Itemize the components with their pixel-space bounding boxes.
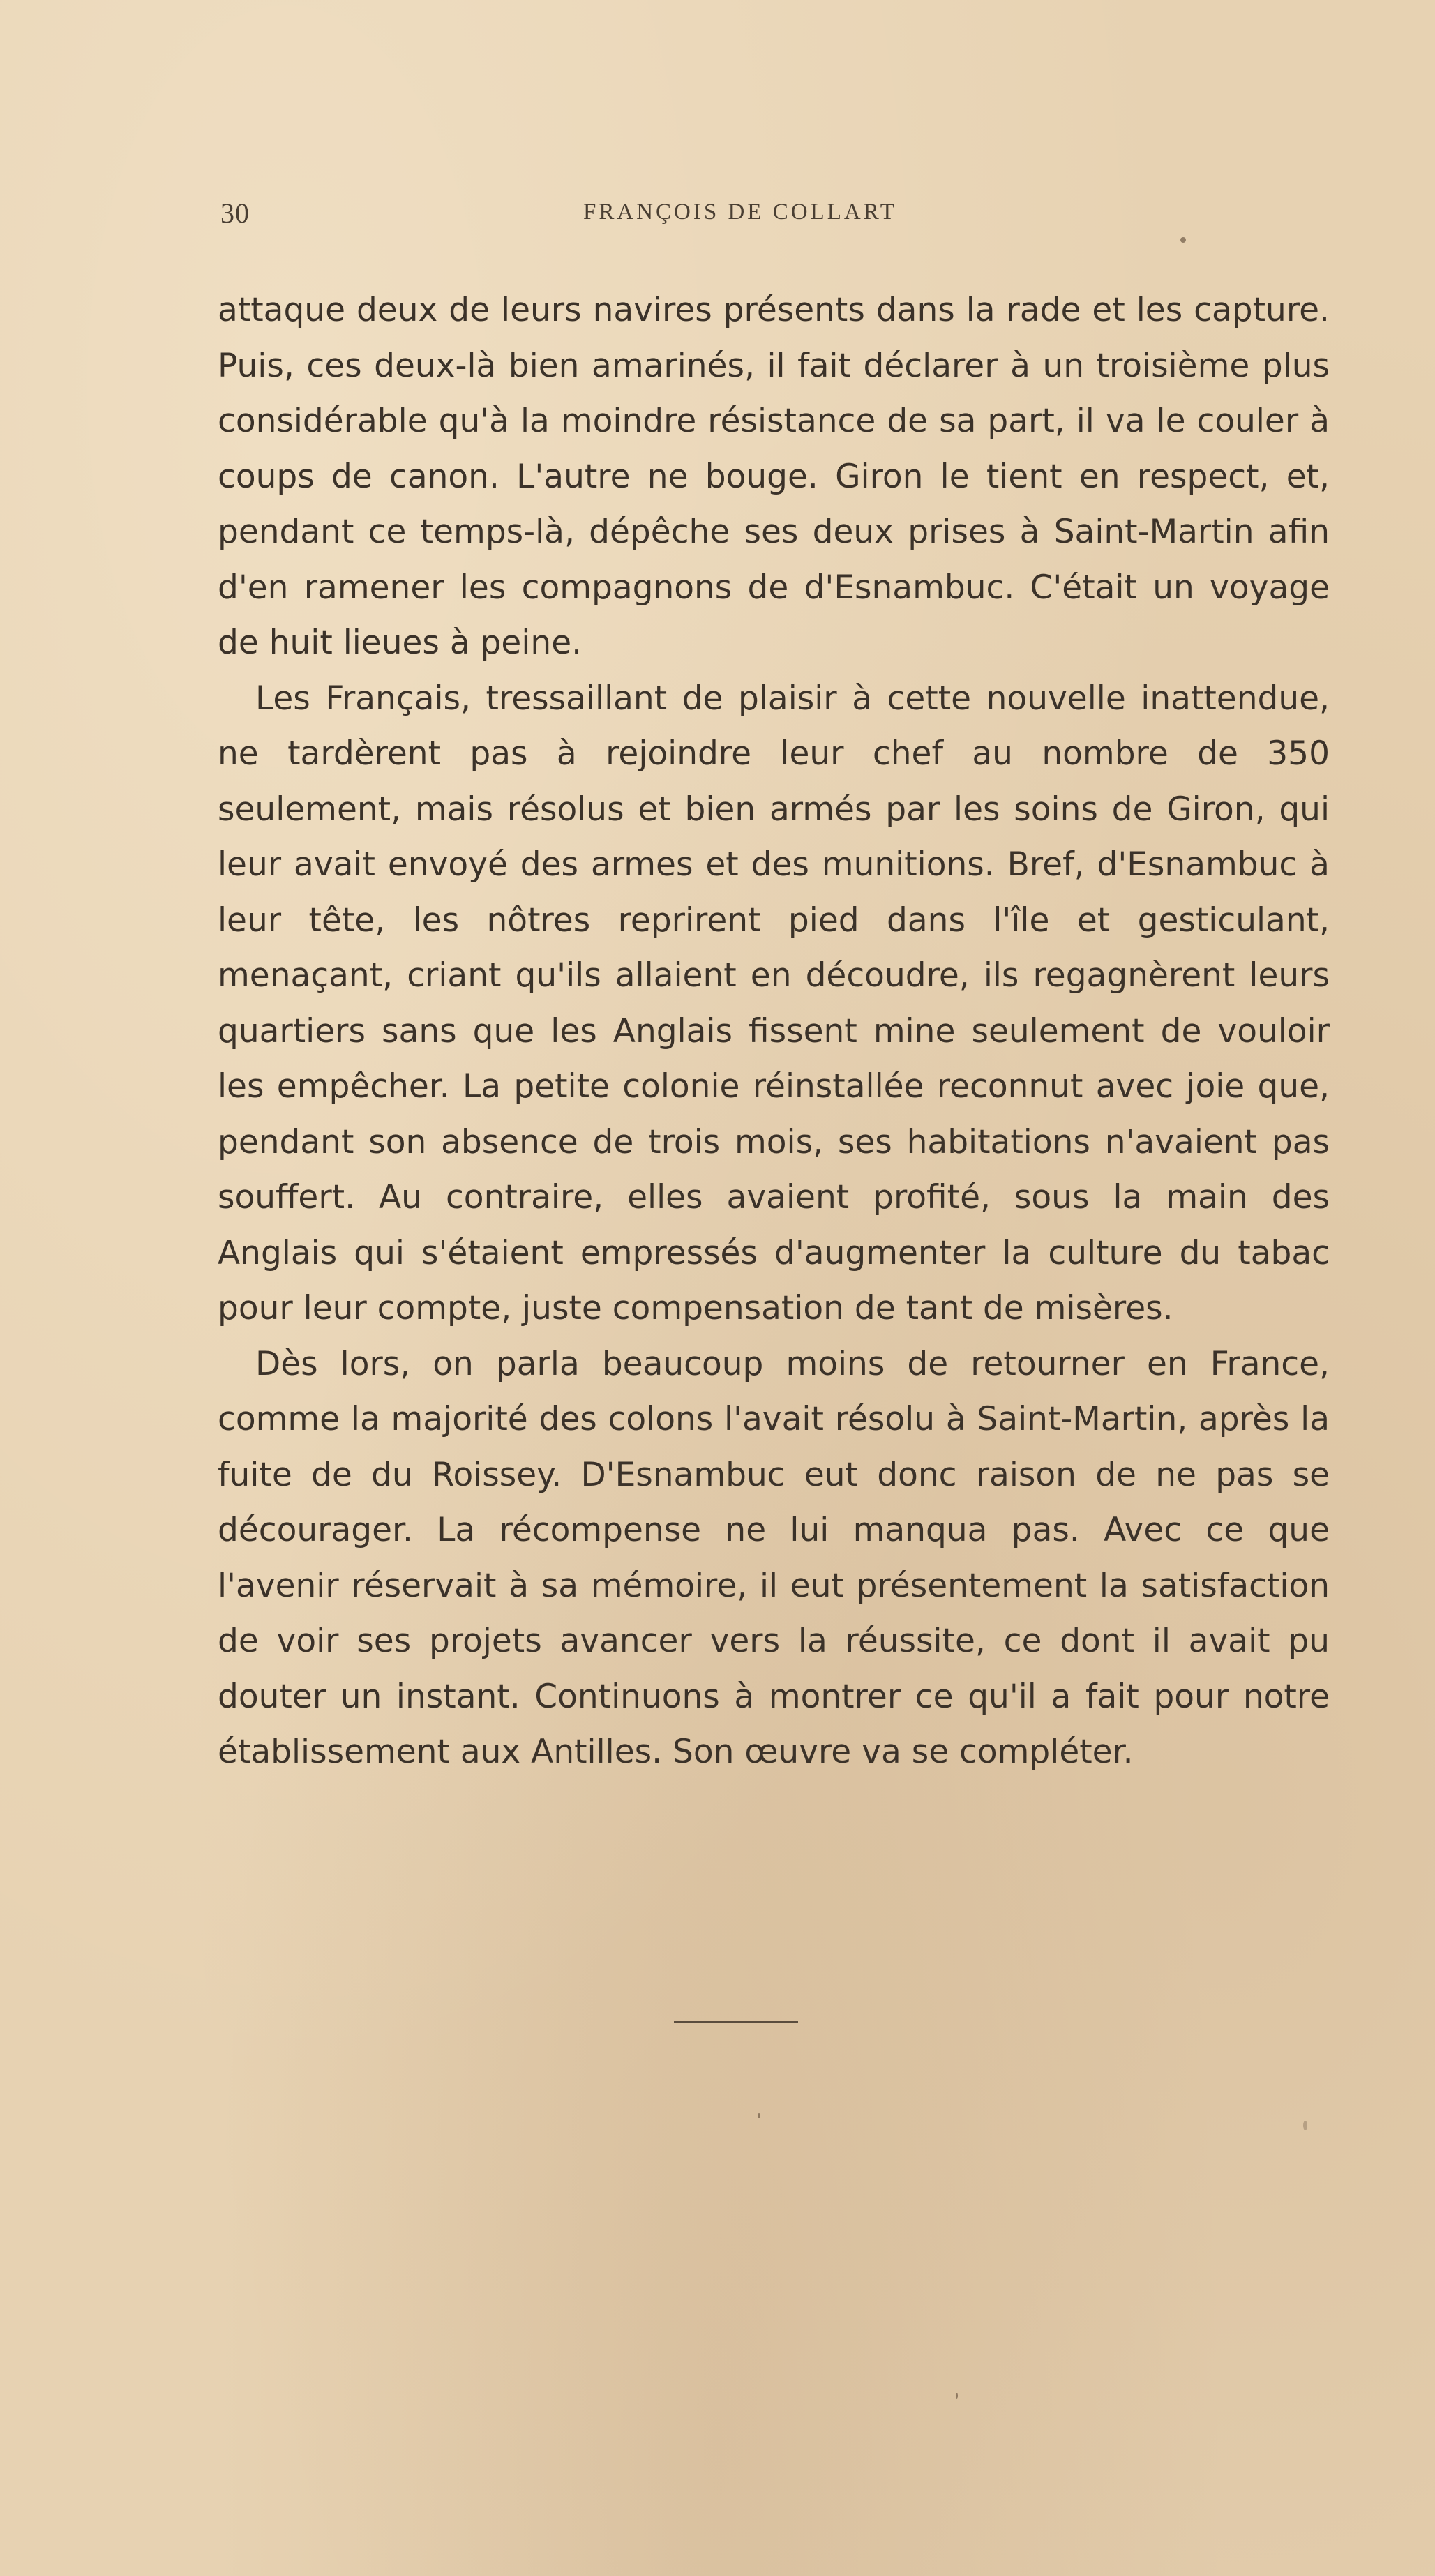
running-title: FRANÇOIS DE COLLART: [583, 199, 897, 225]
paper-speck: [758, 2113, 760, 2118]
paper-speck: [1303, 2121, 1307, 2130]
paper-speck: [956, 2393, 958, 2399]
running-head: [220, 197, 1330, 232]
page-number: 30: [220, 197, 250, 229]
section-end-rule: [674, 2021, 798, 2023]
body-text: [218, 283, 1330, 1780]
paragraph-3: Dès lors, on parla beaucoup moins de retourner en France, comme la majorité des colons l'avait résolu à Saint-Martin, après la fuite de du Roissey. D'Esnambuc eut donc raison de ne pas se décourager. La récompense ne lui manqua pas. Avec ce que l'avenir réservait à sa mémoire, il eut présentement la satisfaction de voir ses projets avancer vers la réussite, ce dont il avait pu douter un instant. Continuons à montrer ce qu'il a fait pour notre établissement aux Antilles. Son œuvre va se compléter.: [218, 1344, 1330, 1771]
paragraph-2: Les Français, tressaillant de plaisir à cette nouvelle inattendue, ne tardèrent pas à rejoindre leur chef au nombre de 350 seulement, mais résolus et bien armés par les soins de Giron, qui leur avait envoyé des armes et des munitions. Bref, d'Esnambuc à leur tête, les nôtres reprirent pied dans l'île et gesticulant, menaçant, criant qu'ils allaient en découdre, ils regagnèrent leurs quartiers sans que les Anglais fissent mine seulement de vouloir les empêcher. La petite colonie réinstallée reconnut avec joie que, pendant son absence de trois mois, ses habitations n'avaient pas souffert. Au contraire, elles avaient profité, sous la main des Anglais qui s'étaient empressés d'augmenter la culture du tabac pour leur compte, juste compensation de tant de misères.: [218, 679, 1330, 1327]
paper-speck: [1180, 237, 1186, 243]
paragraph-1: attaque deux de leurs navires présents dans la rade et les capture. Puis, ces deux-là bien amarinés, il fait déclarer à un troisième plus considérable qu'à la moindre résistance de sa part, il va le couler à coups de canon. L'autre ne bouge. Giron le tient en respect, et, pendant ce temps-là, dépêche ses deux prises à Saint-Martin afin d'en ramener les compagnons de d'Esnambuc. C'était un voyage de huit lieues à peine.: [218, 291, 1330, 662]
